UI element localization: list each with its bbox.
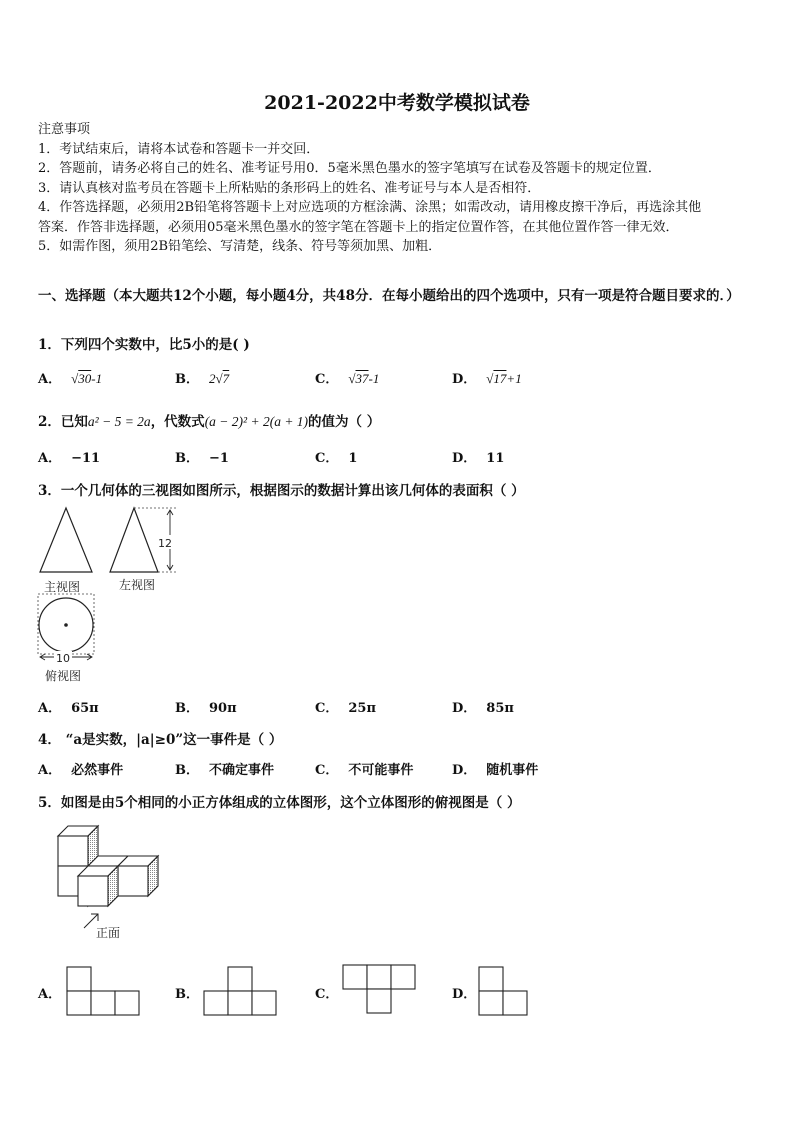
- grid-square: [228, 967, 252, 991]
- option-text: 必然事件: [71, 763, 124, 778]
- option-label: B．: [175, 763, 199, 778]
- q5-option-d-figure: [478, 966, 530, 1018]
- option-text: 11: [486, 451, 505, 466]
- cube-front-face: [58, 836, 88, 866]
- q5-option-b-figure: [203, 966, 279, 1018]
- center-point: [64, 623, 68, 627]
- option-label: B．: [175, 372, 199, 387]
- cube-front-face: [78, 876, 108, 906]
- instruction-item: 答案．作答非选择题，必须用05毫米黑色墨水的签字笔在答题卡上的指定位置作答，在其他位置作答一律无效．: [38, 219, 679, 235]
- q1-option-c: C． √37-1: [315, 371, 380, 387]
- diameter-label: 10: [56, 652, 70, 665]
- option-text: 25π: [348, 701, 376, 716]
- grid-square: [91, 991, 115, 1015]
- option-label: B．: [175, 701, 199, 716]
- option-text: −11: [71, 451, 101, 466]
- q2-expression: (a − 2)² + 2(a + 1): [204, 414, 309, 429]
- option-label: B．: [175, 451, 199, 466]
- side-view-label: 左视图: [119, 578, 156, 592]
- q5-option-d-label: D．: [452, 987, 477, 1002]
- grid-square: [367, 965, 391, 989]
- q2-option-b: [175, 447, 229, 466]
- grid-square: [252, 991, 276, 1015]
- grid-square: [367, 989, 391, 1013]
- question-3-stem: 3．一个几何体的三视图如图所示，根据图示的数据计算出该几何体的表面积（ ）: [38, 483, 525, 499]
- option-label: D．: [452, 372, 477, 387]
- option-prefix: 2: [209, 371, 216, 386]
- option-text: 随机事件: [486, 763, 539, 778]
- instructions-heading: 注意事项: [38, 122, 91, 137]
- q4-option-a: [38, 759, 123, 778]
- front-view-triangle: [40, 508, 92, 572]
- q4-option-c: [315, 759, 413, 778]
- q3-option-a: [38, 697, 99, 716]
- q5-option-c-figure: [342, 964, 418, 1016]
- instruction-item: 1．考试结束后，请将本试卷和答题卡一并交回．: [38, 141, 320, 157]
- radicand: 30: [78, 371, 92, 386]
- q4-option-d: [452, 759, 538, 778]
- q2-condition: a² − 5 = 2a: [87, 414, 151, 429]
- q5-option-a-label: A．: [38, 987, 62, 1002]
- option-text: 不确定事件: [209, 763, 275, 778]
- q2-option-a: [38, 447, 100, 466]
- option-text: 1: [348, 451, 358, 466]
- q1-option-a: A． √30-1: [38, 371, 103, 387]
- question-4-stem: 4． “a是实数，|a|≥0”这一事件是（ ）: [38, 732, 283, 748]
- radicand: 7: [222, 371, 230, 386]
- grid-square: [479, 991, 503, 1015]
- option-label: D．: [452, 451, 477, 466]
- grid-square: [343, 965, 367, 989]
- option-suffix: -1: [91, 371, 103, 386]
- question-1-stem: 1．下列四个实数中，比5小的是( ): [38, 337, 250, 353]
- option-label: A．: [38, 372, 62, 387]
- option-label: D．: [452, 763, 477, 778]
- option-label: D．: [452, 701, 477, 716]
- q4-option-b: [175, 759, 274, 778]
- q5-option-c-label: C．: [315, 987, 339, 1002]
- page-title: 2021-2022中考数学模拟试卷: [264, 92, 530, 114]
- q1-option-d: D． √17+1: [452, 371, 522, 387]
- q2-stem-part: 2．已知: [38, 414, 88, 430]
- radicand: 17: [493, 371, 507, 386]
- q2-stem-part: ，代数式: [150, 414, 205, 430]
- option-suffix: +1: [506, 371, 522, 386]
- front-direction-label: 正面: [96, 926, 121, 940]
- grid-square: [67, 991, 91, 1015]
- grid-square: [479, 967, 503, 991]
- cube-front-face: [118, 866, 148, 896]
- option-label: A．: [38, 451, 62, 466]
- option-label: C．: [315, 701, 339, 716]
- instruction-item: 5．如需作图，须用2B铅笔绘、写清楚，线条、符号等须加黑、加粗．: [38, 239, 442, 254]
- grid-square: [204, 991, 228, 1015]
- option-label: C．: [315, 372, 339, 387]
- option-text: −1: [209, 451, 229, 466]
- q5-option-b-label: B．: [175, 987, 199, 1002]
- option-suffix: -1: [368, 371, 380, 386]
- option-label: A．: [38, 701, 62, 716]
- question-2-stem: [38, 410, 380, 430]
- option-text: 65π: [71, 701, 99, 716]
- instruction-item: 4．作答选择题，必须用2B铅笔将答题卡上对应选项的方框涂满、涂黑；如需改动，请用橡皮擦干净后，再选涂其他: [38, 200, 702, 215]
- front-view-label: 主视图: [44, 580, 81, 594]
- option-text: 85π: [486, 701, 514, 716]
- grid-square: [503, 991, 527, 1015]
- grid-square: [228, 991, 252, 1015]
- q2-stem-part: 的值为（ ）: [308, 414, 381, 430]
- side-view-triangle: [110, 508, 158, 572]
- q2-option-c: [315, 447, 357, 466]
- cube-solid-figure: [50, 820, 170, 944]
- height-label: 12: [158, 537, 172, 550]
- section-heading: 一、选择题（本大题共12个小题，每小题4分，共48分．在每小题给出的四个选项中，只有一项是符合题目要求的．）: [38, 288, 740, 304]
- q3-option-d: [452, 697, 514, 716]
- option-text: 90π: [209, 701, 237, 716]
- grid-square: [67, 967, 91, 991]
- grid-square: [391, 965, 415, 989]
- instruction-item: 3．请认真核对监考员在答题卡上所粘贴的条形码上的姓名、准考证号与本人是否相符．: [38, 180, 541, 196]
- instructions: [38, 120, 701, 257]
- q3-option-b: [175, 697, 237, 716]
- three-view-figure: [30, 500, 190, 690]
- option-label: C．: [315, 763, 339, 778]
- option-text: 不可能事件: [348, 763, 414, 778]
- q3-option-c: [315, 697, 376, 716]
- grid-square: [115, 991, 139, 1015]
- top-view-label: 俯视图: [45, 669, 82, 683]
- question-5-stem: 5．如图是由5个相同的小正方体组成的立体图形，这个立体图形的俯视图是（ ）: [38, 795, 521, 811]
- radicand: 37: [355, 371, 369, 386]
- option-label: A．: [38, 763, 62, 778]
- q5-option-a-figure: [66, 966, 142, 1018]
- q1-option-b: B． 2√7: [175, 371, 230, 387]
- q2-option-d: [452, 447, 504, 466]
- instruction-item: 2．答题前，请务必将自己的姓名、准考证号用0．5毫米黑色墨水的签字笔填写在试卷及答题卡的规定位置．: [38, 161, 661, 176]
- option-label: C．: [315, 451, 339, 466]
